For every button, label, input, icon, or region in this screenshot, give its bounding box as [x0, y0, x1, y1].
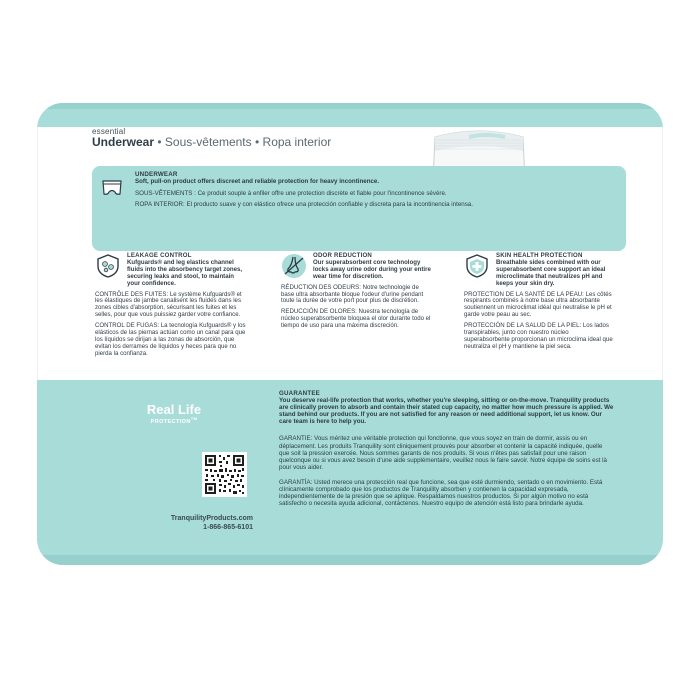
trademark: TM — [190, 416, 198, 421]
guarantee-section — [279, 390, 614, 515]
title-french: Sous-vêtements — [164, 135, 252, 149]
underwear-text-es: ROPA INTERIOR: El producto suave y con elástico ofrece una protección confiable y discreta para la incontinencia intensa. — [135, 201, 473, 209]
skin-text-fr: PROTECTION DE LA SANTÉ DE LA PEAU: Les côtés respirants combinés à notre base ultra absorbante soutiennent un microclimat idéal qui neutralise le pH et garde votre peau au sec. — [464, 290, 612, 319]
skin-text-es: PROTECCIÓN DE LA SALUD DE LA PIEL: Los lados transpirables, junto con nuestro núcleo superabsorbente proporcionan un microclima ideal que neutraliza el pH y mantiene la piel seca. — [464, 322, 613, 350]
top-band-shade — [37, 103, 663, 109]
guarantee-heading: GUARANTEE — [279, 390, 320, 397]
leakage-text-es: CONTROL DE FUGAS: La tecnología Kufguards® y los elásticos de las piernas actúan como un canal para que los líquidos se dirijan a las zonas de absorción, que evitan los derrames de líquidos y heces para que no pierda la confianza. — [95, 322, 246, 357]
guarantee-text-fr: GARANTIE: Vous méritez une véritable protection qui fonctionne, que vous soyez en train de dormir, assis ou en déplacement. Les produits Tranquility sont cliniquement prouvés pour absorber et contenir la capacité indiquée, quelle que soit la pression exercée. Nous sommes garants de nos produits. Si vous n'êtes pas satisfait pour une raison quelconque ou si vous avez besoin d'une aide supplémentaire, veuillez nous le faire savoir. Notre équipe de soins est là pour vous aider. — [279, 435, 607, 471]
underwear-icon — [100, 176, 124, 200]
skin-text-en: Breathable sides combined with our superabsorbent core support an ideal microclimate that neutralizes pH and keeps your skin dry. — [496, 258, 606, 287]
odor-text-en: Our superabsorbent core technology locks away urine odor during your entire wear time for discretion. — [313, 258, 431, 280]
feature-skin-health — [464, 253, 616, 355]
skin-header — [496, 253, 616, 288]
leakage-header — [127, 253, 247, 288]
title-sep-2: • — [254, 135, 260, 149]
website-link[interactable]: TranquilityProducts.com — [170, 515, 253, 522]
feature-leakage-control — [95, 253, 247, 362]
underwear-heading: UNDERWEAR — [135, 171, 178, 178]
title-sep-1: • — [157, 135, 162, 149]
odor-header — [313, 253, 433, 281]
guarantee-text-es: GARANTÍA: Usted merece una protección real que funcione, sea que esté durmiendo, sentado o en movimiento. Está clínicamente comprobado que los productos de Tranquility absorben y contienen la capacidad expresada, independientemente de la presión que se aplique. Respaldamos nuestros productos. Si por algún motivo no está satisfecho o necesita ayuda adicional, contáctenos. Nuestro equipo de atención está listo para brindarle ayuda. — [279, 478, 603, 508]
odor-text-fr: RÉDUCTION DES ODEURS: Notre technologie de base ultra absorbante bloque l'odeur d'urine pendant toute la durée de votre port pour plus de discrétion. — [281, 283, 424, 305]
shield-droplets-icon — [95, 253, 121, 279]
nose-icon — [281, 253, 307, 279]
real-life-text: Real Life — [146, 402, 202, 417]
underwear-description — [135, 171, 515, 213]
feature-odor-reduction — [281, 253, 433, 334]
contact-info — [137, 514, 253, 532]
package-back-panel — [37, 103, 663, 565]
shield-plus-icon — [464, 253, 490, 279]
protection-word: PROTECTION — [150, 418, 191, 425]
qr-code[interactable] — [202, 452, 247, 497]
underwear-text-en: Soft, pull-on product offers discreet and reliable protection for heavy incontinence. — [135, 178, 380, 186]
real-life-protection-logo — [129, 403, 219, 425]
phone-number: 1-866-865-6101 — [203, 524, 253, 531]
leakage-heading: LEAKAGE CONTROL — [127, 252, 192, 259]
leakage-text-fr: CONTRÔLE DES FUITES: Le système Kufguards® et les élastiques de jambe canalisent les fluides dans les zones cibles d'absorption, sécurisant les fuites et les selles, pour que vous puissiez garder votre confiance. — [95, 290, 242, 319]
leakage-text-en: Kufguards® and leg elastics channel fluids into the absorbency target zones, securing leaks and stool, to maintain your confidence. — [127, 258, 243, 287]
bottom-band-shade — [37, 555, 663, 565]
guarantee-text-en: You deserve real-life protection that works, whether you're sleeping, sitting or on-the-move. Tranquility products are clinically proven to absorb and contain their stated cup capacity, no matter how much pressure is applied. We stand behind our products. If you are not satisfied for any reason or need additional support, let us know. Our care team is here to help you. — [279, 397, 614, 426]
title-spanish: Ropa interior — [262, 135, 332, 149]
underwear-text-fr: SOUS-VÊTEMENTS : Ce produit souple à enfiler offre une protection discrète et fiable pour l'incontinence sévère. — [135, 189, 447, 197]
brand-essential: essential — [92, 127, 126, 136]
skin-heading: SKIN HEALTH PROTECTION — [496, 252, 583, 259]
underwear-info-panel — [92, 166, 626, 251]
odor-heading: ODOR REDUCTION — [313, 252, 372, 259]
odor-text-es: REDUCCIÓN DE OLORES: Nuestra tecnología de núcleo superabsorbente bloquea el olor durante todo el tiempo de uso para una máxima discreción. — [281, 308, 431, 330]
protection-text — [129, 416, 219, 425]
title-underwear: Underwear — [92, 135, 155, 149]
product-title — [92, 135, 331, 149]
